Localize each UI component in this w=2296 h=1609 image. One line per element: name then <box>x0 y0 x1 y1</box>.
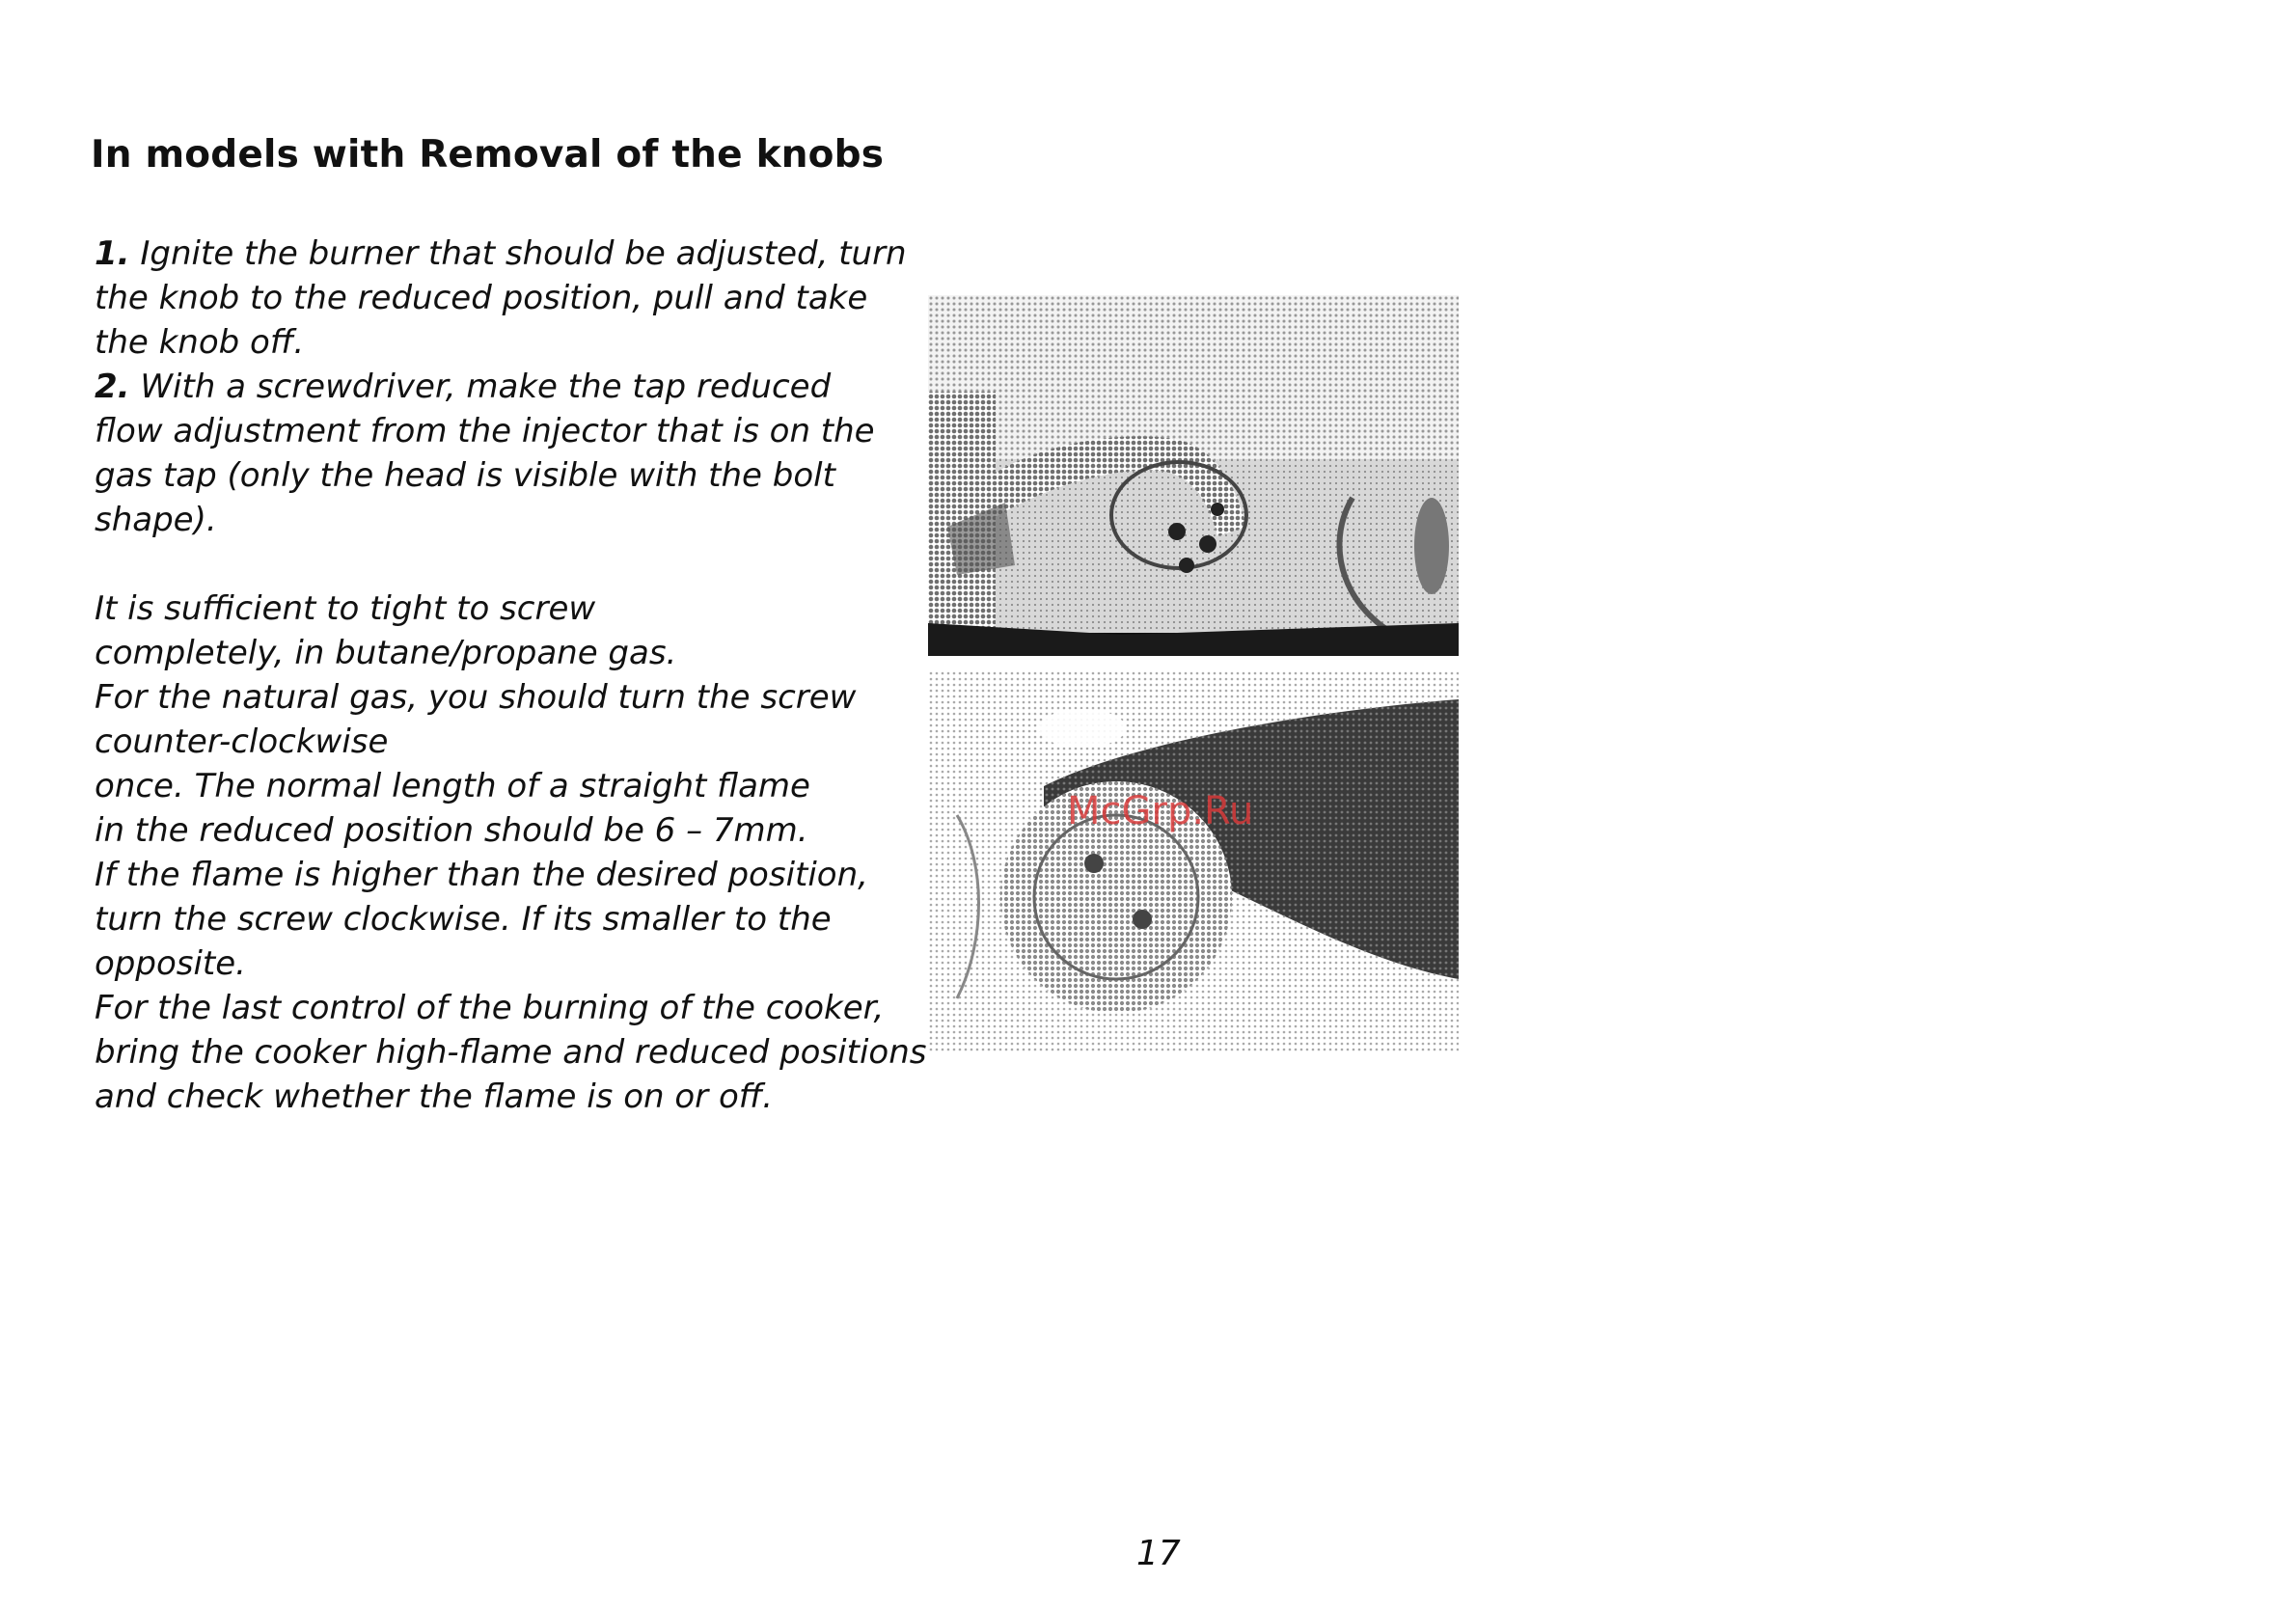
step-2-number: 2. <box>95 368 130 406</box>
step-1-line: 1. Ignite the burner that should be adjusted, turn <box>95 234 907 273</box>
note-line: and check whether the flame is on or off. <box>95 1077 774 1116</box>
paragraph-gap <box>95 542 866 586</box>
note-line: It is sufficient to tight to screw <box>95 589 596 628</box>
note-line: turn the screw clockwise. If its smaller to the <box>95 900 832 939</box>
note-line: If the flame is higher than the desired position, <box>95 856 868 894</box>
instructions-text <box>95 232 927 1119</box>
step-1-number: 1. <box>95 234 130 273</box>
note-line: For the natural gas, you should turn the screw <box>95 678 857 717</box>
note-line: For the last control of the burning of the cooker, <box>95 989 885 1027</box>
step-1-line: the knob off. <box>95 323 305 362</box>
note-line: completely, in butane/propane gas. <box>95 634 677 672</box>
step-2-line: 2. With a screwdriver, make the tap reduced <box>95 368 832 406</box>
gas-tap-photo <box>928 295 1459 656</box>
step-2-line: gas tap (only the head is visible with the bolt <box>95 456 835 495</box>
step-2-line: flow adjustment from the injector that is on the <box>95 412 875 450</box>
note-line: in the reduced position should be 6 – 7mm. <box>95 811 808 850</box>
step-2-line: shape). <box>95 501 217 539</box>
page-heading: In models with Removal of the knobs <box>91 133 885 177</box>
page-number: 17 <box>1136 1534 1181 1573</box>
watermark-text: McGrp.Ru <box>1067 789 1254 833</box>
note-line: counter-clockwise <box>95 723 389 761</box>
screwdriver-adjustment-photo <box>928 670 1459 1052</box>
note-line: bring the cooker high-flame and reduced positions <box>95 1033 927 1072</box>
step-1-line: the knob to the reduced position, pull and take <box>95 279 868 317</box>
note-line: opposite. <box>95 944 246 983</box>
note-line: once. The normal length of a straight flame <box>95 767 810 805</box>
